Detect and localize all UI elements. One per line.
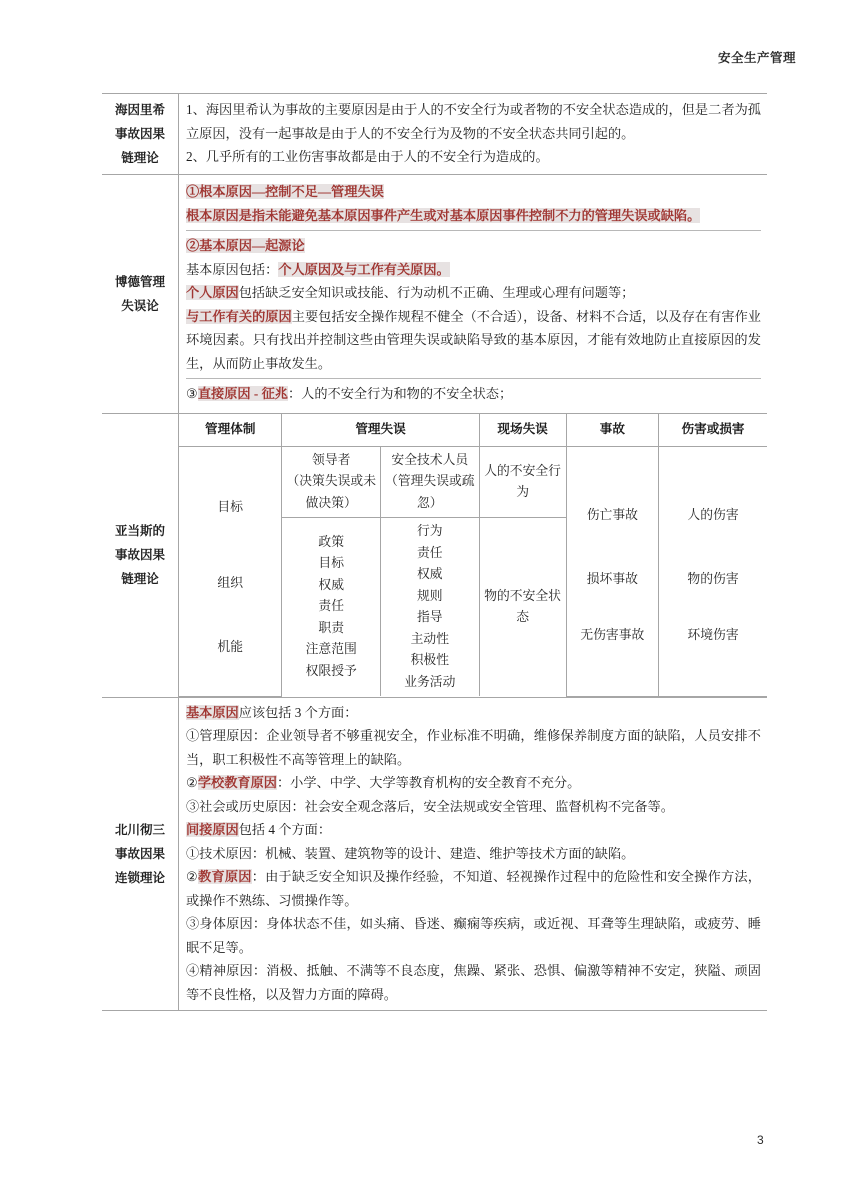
content-table [102, 93, 767, 1011]
row-label-kitagawa [102, 697, 179, 1011]
bird-b2-line1 [186, 234, 761, 258]
adams-col-injury-damage: 伤害或损害 [659, 414, 767, 447]
kitagawa-line-3 [186, 771, 761, 795]
adams-causation-table [179, 414, 767, 697]
heinrich-paragraph-2: 2、几乎所有的工业伤害事故都是由于人的不安全行为造成的。 [186, 149, 549, 165]
bird-block-root-cause [186, 178, 761, 230]
adams-ms-item-0: 目标 [217, 500, 244, 514]
adams-staff-item-1: 责任 [417, 545, 443, 560]
adams-cell-staff-items [381, 518, 480, 697]
adams-staff-item-7: 业务活动 [404, 674, 456, 689]
label-line: 失误论 [121, 298, 159, 313]
adams-cell-injury-damage [659, 446, 767, 696]
adams-col-management-error: 管理失误 [282, 414, 479, 447]
adams-cell-leader [282, 446, 381, 518]
adams-staff-item-3: 规则 [417, 588, 443, 603]
heinrich-paragraph-1: 1、海因里希认为事故的主要原因是由于人的不安全行为或者物的不安全状态造成的，但是二者为孤立原因，没有一起事故是由于人的不安全行为及物的不安全状态共同引起的。 [186, 102, 761, 141]
label-line: 链理论 [121, 572, 159, 586]
adams-injury-item-0: 人的伤害 [687, 508, 739, 522]
adams-cell-leader-items [282, 518, 381, 697]
bird-b2-line3-highlight: 个人原因 [186, 285, 239, 300]
adams-injury-item-2: 环境伤害 [687, 628, 739, 642]
adams-staff-item-2: 权威 [417, 567, 443, 581]
bird-b3-highlight: 直接原因 - 征兆 [197, 386, 288, 401]
kitagawa-l5-rest: 包括 4 个方面： [238, 822, 332, 837]
bird-b2-line3-rest: 包括缺乏安全知识或技能、行为动机不正确、生理或心理有问题等； [238, 285, 635, 300]
label-line: 亚当斯的 [114, 524, 165, 538]
adams-staff-item-0: 行为 [417, 524, 443, 538]
adams-staff-item-4: 指导 [417, 610, 443, 624]
row-body-bird [179, 175, 768, 414]
bird-b2-line4 [186, 305, 761, 376]
adams-cell-accident [566, 446, 658, 696]
row-label-adams [102, 413, 179, 697]
label-line: 链理论 [121, 151, 159, 165]
row-label-heinrich [102, 94, 179, 175]
kitagawa-line-8: ③身体原因：身体状态不佳，如头痛、昏迷、癫痫等疾病，或近视、耳聋等生理缺陷，或疲劳、睡眠不足等。 [186, 916, 761, 955]
adams-cell-site-error-object: 物的不安全状态 [479, 518, 566, 697]
adams-leader-line-1: （决策失误或未做决策） [286, 474, 377, 510]
kitagawa-l7-highlight: 教育原因 [198, 869, 252, 884]
row-label-bird [102, 175, 179, 414]
kitagawa-l7-number: ② [186, 869, 199, 884]
table-row-kitagawa [102, 697, 767, 1011]
adams-body-row-1 [179, 446, 767, 518]
adams-cell-site-error-human: 人的不安全行为 [479, 446, 566, 518]
bird-b1-line2-text: 根本原因是指未能避免基本原因事件产生或对基本原因事件控制不力的管理失误或缺陷。 [186, 207, 701, 223]
bird-b1-line1-text: ①根本原因—控制不足—管理失误 [186, 184, 384, 199]
adams-cell-safety-staff [381, 446, 480, 518]
kitagawa-l3-number: ② [186, 775, 198, 790]
adams-staff-line-1: （管理失误或疏忽） [385, 474, 475, 510]
bird-b2-line4-highlight: 与工作有关的原因 [186, 308, 292, 324]
kitagawa-line-1 [186, 701, 761, 725]
bird-block-basic-cause [186, 230, 761, 378]
kitagawa-l1-highlight: 基本原因 [186, 704, 239, 720]
adams-accident-item-0: 伤亡事故 [586, 508, 638, 522]
bird-b2-line4-rest: 主要包括安全操作规程不健全（不合适），设备、材料不合适，以及存在有害作业环境因素。只有找出并控制这些由管理失误或缺陷导致的基本原因，才能有效地防止直接原因的发生，从而防止事故发生。 [186, 308, 761, 371]
bird-b3-number: ③ [186, 386, 198, 401]
adams-staff-item-5: 主动性 [410, 631, 449, 646]
adams-staff-item-6: 积极性 [410, 653, 449, 667]
label-line: 事故因果 [114, 127, 165, 141]
adams-accident-item-1: 损坏事故 [586, 572, 638, 586]
bird-b2-line2 [186, 258, 761, 282]
row-body-kitagawa [179, 697, 768, 1011]
row-body-heinrich [179, 94, 768, 175]
running-header: 安全生产管理 [717, 51, 796, 65]
kitagawa-line-9: ④精神原因：消极、抵触、不满等不良态度，焦躁、紧张、恐惧、偏激等精神不安定，狭隘、顽固等不良性格，以及智力方面的障碍。 [186, 963, 761, 1002]
adams-leader-item-0: 政策 [318, 534, 345, 549]
adams-col-management-system: 管理体制 [179, 414, 282, 447]
kitagawa-l5-highlight: 间接原因 [186, 822, 239, 837]
row-body-adams [179, 413, 768, 697]
adams-injury-item-1: 物的伤害 [687, 572, 739, 586]
label-line: 海因里希 [114, 103, 165, 117]
kitagawa-line-7 [186, 865, 761, 912]
kitagawa-line-6: ①技术原因：机械、装置、建筑物等的设计、建造、维护等技术方面的缺陷。 [186, 845, 635, 861]
bird-b3-line1 [186, 382, 761, 406]
adams-cell-management-system [179, 446, 282, 696]
adams-header-row [179, 414, 767, 447]
table-row-bird [102, 175, 767, 414]
label-line: 博德管理 [114, 274, 165, 289]
bird-b3-rest: ：人的不安全行为和物的不安全状态； [287, 386, 513, 401]
bird-b2-line2-prefix: 基本原因包括： [186, 261, 279, 277]
bird-b2-line2-highlight: 个人原因及与工作有关原因。 [278, 261, 450, 277]
kitagawa-line-5 [186, 818, 761, 842]
label-line: 北川彻三 [114, 822, 165, 837]
adams-leader-item-2: 权威 [318, 577, 345, 592]
adams-leader-item-3: 责任 [318, 599, 345, 614]
page-number: 3 [757, 1133, 764, 1147]
adams-leader-item-1: 目标 [318, 556, 345, 571]
kitagawa-l3-rest: ：小学、中学、大学等教育机构的安全教育不充分。 [276, 775, 581, 790]
adams-leader-item-6: 权限授予 [305, 663, 357, 678]
bird-b1-line2 [186, 204, 761, 228]
adams-ms-item-1: 组织 [217, 576, 244, 590]
adams-ms-item-2: 机能 [217, 640, 244, 654]
table-row-heinrich [102, 94, 767, 175]
kitagawa-l1-rest: 应该包括 3 个方面： [238, 704, 358, 720]
adams-col-accident: 事故 [566, 414, 658, 447]
adams-col-site-error: 现场失误 [479, 414, 566, 447]
adams-leader-item-4: 职责 [318, 620, 345, 635]
bird-block-direct-cause [186, 378, 761, 409]
bird-b1-line1 [186, 180, 761, 204]
kitagawa-l3-highlight: 学校教育原因 [197, 775, 277, 790]
kitagawa-line-4: ③社会或历史原因：社会安全观念落后，安全法规或安全管理、监督机构不完备等。 [186, 798, 674, 814]
table-row-adams [102, 413, 767, 697]
bird-b2-line1-text: ②基本原因—起源论 [186, 238, 305, 253]
kitagawa-l7-rest: ：由于缺乏安全知识及操作经验，不知道、轻视操作过程中的危险性和安全操作方法，或操作不熟练、习惯操作等。 [186, 869, 761, 908]
kitagawa-line-2: ①管理原因：企业领导者不够重视安全，作业标准不明确，维修保养制度方面的缺陷，人员安排不当，职工积极性不高等管理上的缺陷。 [186, 728, 761, 767]
label-line: 事故因果 [114, 846, 165, 861]
adams-leader-line-0: 领导者 [312, 452, 351, 467]
adams-leader-item-5: 注意范围 [305, 642, 357, 657]
label-line: 事故因果 [114, 548, 165, 562]
adams-staff-line-0: 安全技术人员 [391, 452, 469, 467]
label-line: 连锁理论 [114, 870, 165, 885]
bird-b2-line3 [186, 281, 761, 305]
adams-accident-item-2: 无伤害事故 [580, 628, 645, 642]
